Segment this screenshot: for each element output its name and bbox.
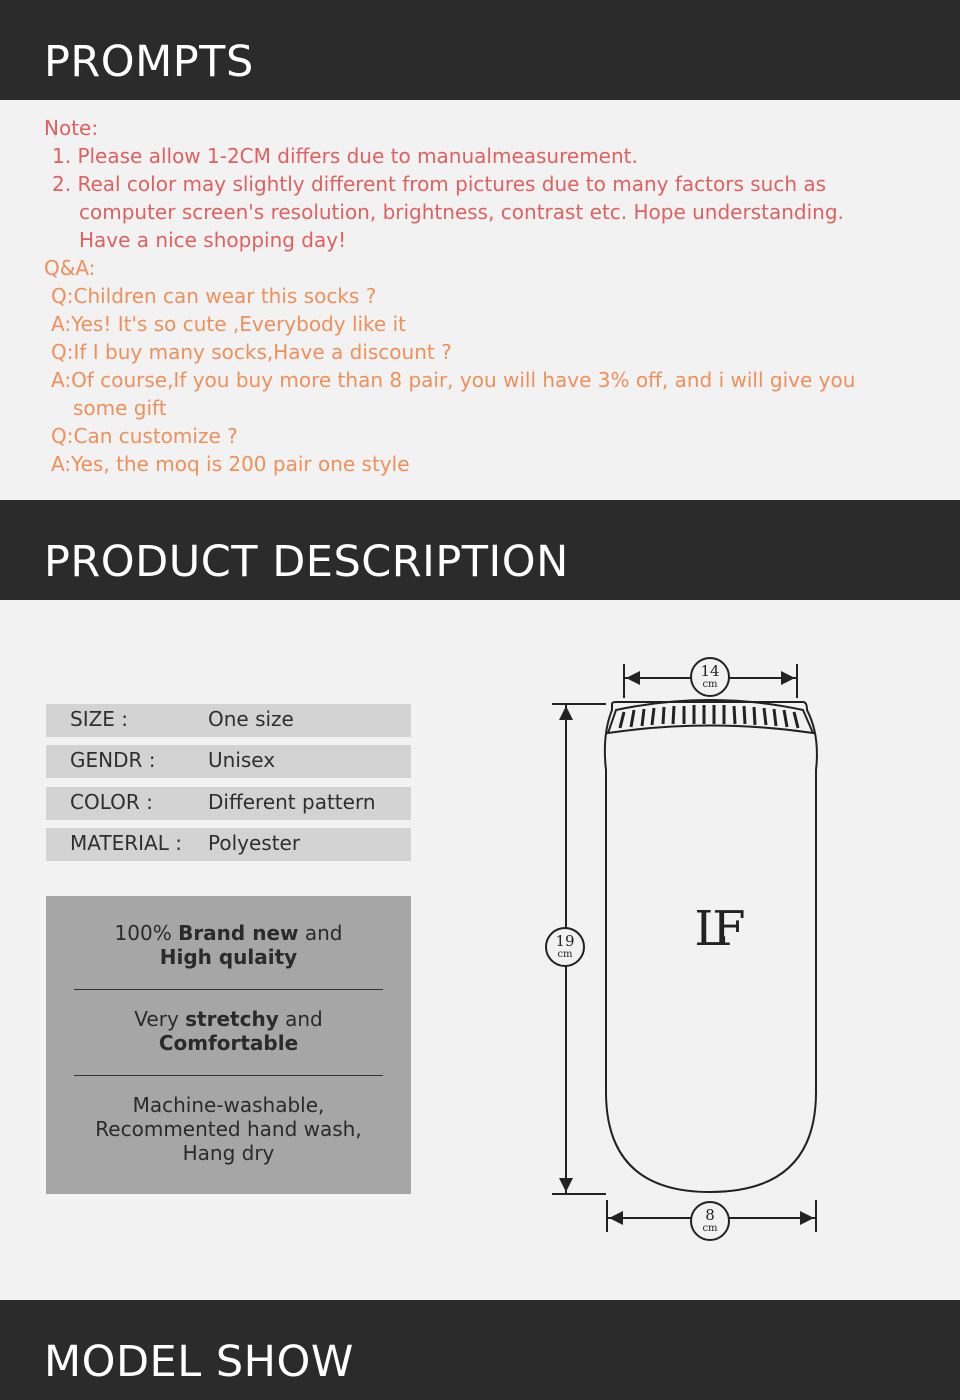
answer-3: A:Yes, the moq is 200 pair one style [51,452,410,476]
measure-arrows [559,671,814,1225]
question-3: Q:Can customize ? [51,424,238,448]
answer-2b: some gift [73,396,167,420]
feature-text: and [298,921,343,945]
feature-box [46,896,411,1194]
description-title: PRODUCT DESCRIPTION [44,537,569,587]
model-show-title: MODEL SHOW [44,1337,354,1387]
feature-bold: Comfortable [158,1031,299,1055]
feature-brand-new [46,921,411,969]
spec-key: SIZE : [70,707,129,731]
feature-divider [74,989,383,990]
feature-stretchy [46,1007,411,1055]
spec-value: Different pattern [208,790,376,814]
answer-1: A:Yes! It's so cute ,Everybody like it [51,312,406,336]
prompts-content [0,100,960,500]
prompts-header [0,0,960,100]
model-show-header [0,1300,960,1400]
note-2b: computer screen's resolution, brightness, contrast etc. Hope understanding. [79,200,844,224]
spec-value: Polyester [208,831,301,855]
bottom-measure-unit: cm [702,1223,718,1234]
feature-bold: Brand new [178,921,299,945]
spec-row-material [46,828,411,861]
spec-key: COLOR : [70,790,153,814]
feature-bold: stretchy [185,1007,279,1031]
height-measure-unit: cm [557,949,573,960]
note-2a: 2. Real color may slightly different from pictures due to many factors such as [52,172,827,196]
spec-key: MATERIAL : [70,831,182,855]
note-1: 1. Please allow 1-2CM differs due to manualmeasurement. [52,144,638,168]
feature-text: and [278,1007,323,1031]
feature-divider [74,1075,383,1076]
height-measure-value: 19 [555,932,575,950]
question-1: Q:Children can wear this socks ? [51,284,377,308]
feature-text: Machine-washable, [132,1093,325,1117]
bottom-measure-value: 8 [705,1206,715,1224]
qa-label: Q&A: [44,256,96,280]
question-2: Q:If I buy many socks,Have a discount ? [51,340,452,364]
spec-row-gender [46,745,411,778]
answer-2a: A:Of course,If you buy more than 8 pair, you will have 3% off, and i will give you [51,368,856,392]
spec-key: GENDR : [70,748,156,772]
spec-value: Unisex [208,748,276,772]
spec-row-color [46,787,411,820]
sock-size-diagram [520,640,850,1260]
top-measure-value: 14 [700,662,720,680]
brand-logo: LF [694,901,732,957]
top-measure-unit: cm [702,679,718,690]
feature-text: 100% [114,921,179,945]
note-label: Note: [44,116,99,140]
sock-cuff [608,700,813,733]
feature-washing [46,1093,411,1165]
feature-text: Hang dry [182,1141,275,1165]
spec-row-size [46,704,411,737]
spec-value: One size [208,707,294,731]
feature-text: Recommented hand wash, [95,1117,362,1141]
prompts-title: PROMPTS [44,37,254,87]
feature-text: Very [134,1007,186,1031]
note-2c: Have a nice shopping day! [79,228,347,252]
feature-bold: High qulaity [159,945,298,969]
description-header [0,500,960,600]
